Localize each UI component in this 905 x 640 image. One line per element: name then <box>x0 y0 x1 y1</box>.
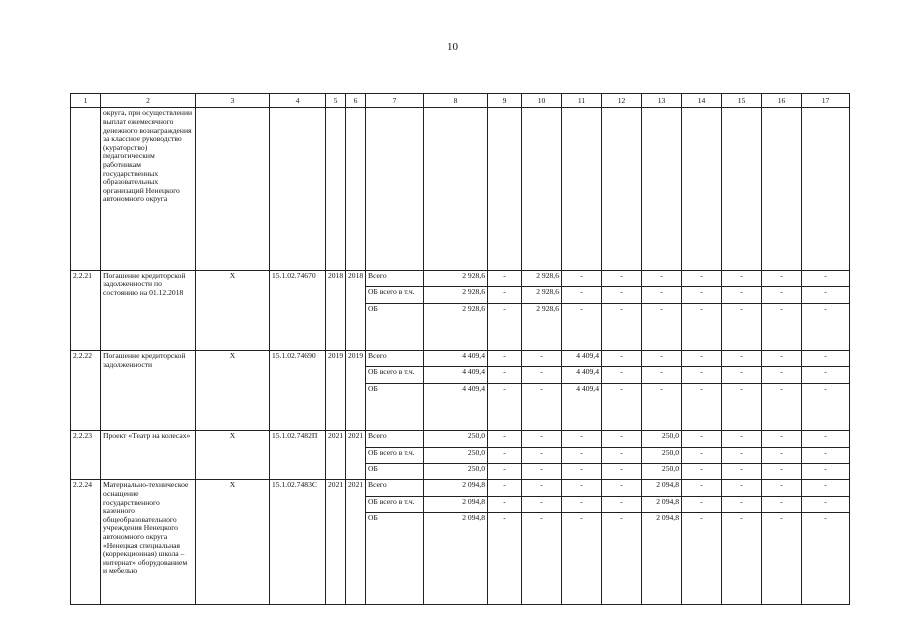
header-cell: 14 <box>682 94 722 108</box>
amount-cell: 2 094,8 <box>642 513 682 605</box>
cell <box>722 108 762 270</box>
item-name: Погашение кредиторской задолженности по состоянию на 01.12.2018 <box>101 270 196 350</box>
amount-cell: 2 094,8 <box>642 480 682 496</box>
amount-cell: 4 409,4 <box>424 367 488 383</box>
amount-cell: - <box>722 367 762 383</box>
amount-cell: - <box>488 303 522 350</box>
cell <box>366 108 424 270</box>
amount-cell: - <box>602 287 642 303</box>
amount-cell: - <box>762 464 802 480</box>
amount-cell: - <box>762 270 802 286</box>
page-number: 10 <box>447 41 458 53</box>
amount-cell: - <box>762 303 802 350</box>
amount-cell: - <box>602 350 642 366</box>
header-cell: 13 <box>642 94 682 108</box>
amount-cell: 250,0 <box>424 431 488 447</box>
funding-source: ОБ <box>366 513 424 605</box>
amount-cell: - <box>762 383 802 430</box>
cell <box>346 108 366 270</box>
funding-source: ОБ <box>366 383 424 430</box>
cell <box>71 108 101 270</box>
cell <box>488 108 522 270</box>
amount-cell: - <box>488 367 522 383</box>
amount-cell: - <box>562 287 602 303</box>
amount-cell: - <box>722 447 762 463</box>
amount-cell: - <box>642 270 682 286</box>
header-cell: 16 <box>762 94 802 108</box>
header-cell: 10 <box>522 94 562 108</box>
item-end-year: 2019 <box>346 350 366 430</box>
amount-cell: - <box>802 496 850 512</box>
amount-cell: - <box>722 496 762 512</box>
cell <box>562 108 602 270</box>
amount-cell: - <box>722 350 762 366</box>
amount-cell: 4 409,4 <box>562 367 602 383</box>
amount-cell: - <box>802 287 850 303</box>
amount-cell: - <box>602 383 642 430</box>
program-row <box>71 480 850 496</box>
item-code: 15.1.02.74670 <box>270 270 326 350</box>
item-col3: Х <box>196 270 270 350</box>
amount-cell: - <box>522 480 562 496</box>
item-number: 2.2.22 <box>71 350 101 430</box>
amount-cell: - <box>802 383 850 430</box>
cell <box>326 108 346 270</box>
amount-cell: - <box>488 431 522 447</box>
amount-cell: - <box>762 350 802 366</box>
item-name: Погашение кредиторской задолженности <box>101 350 196 430</box>
amount-cell: - <box>562 496 602 512</box>
amount-cell: - <box>682 480 722 496</box>
program-row <box>71 350 850 366</box>
funding-source: ОБ всего в т.ч. <box>366 287 424 303</box>
amount-cell: - <box>642 303 682 350</box>
amount-cell: - <box>522 431 562 447</box>
amount-cell: - <box>602 496 642 512</box>
header-cell: 6 <box>346 94 366 108</box>
amount-cell: - <box>488 496 522 512</box>
funding-source: ОБ всего в т.ч. <box>366 496 424 512</box>
amount-cell: - <box>488 270 522 286</box>
funding-source: Всего <box>366 350 424 366</box>
amount-cell: 2 928,6 <box>522 303 562 350</box>
amount-cell: - <box>762 287 802 303</box>
amount-cell: - <box>488 447 522 463</box>
funding-source: ОБ <box>366 464 424 480</box>
amount-cell: - <box>682 464 722 480</box>
amount-cell: 2 094,8 <box>424 480 488 496</box>
amount-cell: - <box>562 431 602 447</box>
amount-cell: - <box>802 367 850 383</box>
amount-cell: - <box>488 464 522 480</box>
amount-cell: - <box>562 513 602 605</box>
amount-cell: - <box>802 303 850 350</box>
amount-cell: - <box>762 447 802 463</box>
item-number: 2.2.21 <box>71 270 101 350</box>
amount-cell: - <box>562 464 602 480</box>
amount-cell: - <box>802 447 850 463</box>
item-end-year: 2021 <box>346 431 366 480</box>
header-cell: 5 <box>326 94 346 108</box>
amount-cell: - <box>722 513 762 605</box>
amount-cell: - <box>602 480 642 496</box>
funding-source: Всего <box>366 480 424 496</box>
amount-cell: - <box>602 464 642 480</box>
cell <box>682 108 722 270</box>
amount-cell: - <box>522 513 562 605</box>
amount-cell: - <box>642 367 682 383</box>
amount-cell: - <box>762 431 802 447</box>
amount-cell: - <box>642 383 682 430</box>
amount-cell: - <box>522 447 562 463</box>
amount-cell: - <box>682 270 722 286</box>
cell <box>602 108 642 270</box>
amount-cell: - <box>722 383 762 430</box>
item-start-year: 2019 <box>326 350 346 430</box>
header-cell: 3 <box>196 94 270 108</box>
amount-cell: - <box>602 367 642 383</box>
amount-cell: - <box>682 383 722 430</box>
item-end-year: 2018 <box>346 270 366 350</box>
item-number: 2.2.23 <box>71 431 101 480</box>
item-code: 15.1.02.74690 <box>270 350 326 430</box>
header-cell: 7 <box>366 94 424 108</box>
amount-cell: - <box>602 270 642 286</box>
amount-cell: - <box>562 270 602 286</box>
program-row <box>71 270 850 286</box>
item-start-year: 2021 <box>326 480 346 605</box>
item-number: 2.2.24 <box>71 480 101 605</box>
amount-cell: 250,0 <box>642 464 682 480</box>
cell <box>762 108 802 270</box>
continuation-row <box>71 108 850 270</box>
amount-cell: - <box>682 350 722 366</box>
item-code: 15.1.02.7483С <box>270 480 326 605</box>
item-col3: Х <box>196 480 270 605</box>
amount-cell: - <box>488 287 522 303</box>
amount-cell: - <box>802 464 850 480</box>
item-col3: Х <box>196 350 270 430</box>
amount-cell: - <box>522 350 562 366</box>
header-row <box>71 94 850 108</box>
amount-cell: - <box>602 513 642 605</box>
amount-cell: - <box>602 447 642 463</box>
amount-cell: - <box>642 287 682 303</box>
funding-source: ОБ <box>366 303 424 350</box>
header-cell: 12 <box>602 94 642 108</box>
budget-table <box>70 93 850 605</box>
amount-cell: - <box>802 513 850 605</box>
amount-cell: 2 928,6 <box>424 303 488 350</box>
amount-cell: - <box>488 383 522 430</box>
amount-cell: - <box>802 270 850 286</box>
amount-cell: 4 409,4 <box>424 383 488 430</box>
funding-source: Всего <box>366 270 424 286</box>
amount-cell: - <box>562 480 602 496</box>
amount-cell: - <box>522 367 562 383</box>
amount-cell: - <box>522 383 562 430</box>
amount-cell: - <box>682 447 722 463</box>
amount-cell: - <box>722 431 762 447</box>
amount-cell: - <box>682 496 722 512</box>
amount-cell: - <box>762 367 802 383</box>
funding-source: ОБ всего в т.ч. <box>366 367 424 383</box>
amount-cell: - <box>522 464 562 480</box>
amount-cell: - <box>522 496 562 512</box>
amount-cell: - <box>682 367 722 383</box>
cell <box>270 108 326 270</box>
amount-cell: 2 928,6 <box>522 287 562 303</box>
continuation-text: округа, при осуществлении выплат ежемесячного денежного вознаграждения за классное руководство (кураторство) педагогическим работникам государственных образовательных организаций Ненецкого автономного округа <box>101 108 196 270</box>
item-code: 15.1.02.7482П <box>270 431 326 480</box>
amount-cell: 2 094,8 <box>424 496 488 512</box>
amount-cell: 2 928,6 <box>424 287 488 303</box>
header-cell: 1 <box>71 94 101 108</box>
item-name: Проект «Театр на колесах» <box>101 431 196 480</box>
amount-cell: - <box>722 287 762 303</box>
item-start-year: 2021 <box>326 431 346 480</box>
amount-cell: 4 409,4 <box>562 383 602 430</box>
amount-cell: - <box>562 447 602 463</box>
amount-cell: - <box>562 303 602 350</box>
header-cell: 11 <box>562 94 602 108</box>
funding-source: Всего <box>366 431 424 447</box>
cell <box>522 108 562 270</box>
amount-cell: - <box>602 303 642 350</box>
amount-cell: - <box>722 464 762 480</box>
amount-cell: 2 094,8 <box>424 513 488 605</box>
amount-cell: - <box>762 480 802 496</box>
amount-cell: 4 409,4 <box>424 350 488 366</box>
amount-cell: 250,0 <box>642 447 682 463</box>
amount-cell: - <box>802 431 850 447</box>
amount-cell: - <box>802 350 850 366</box>
program-row <box>71 431 850 447</box>
item-col3: Х <box>196 431 270 480</box>
amount-cell: - <box>682 431 722 447</box>
header-cell: 8 <box>424 94 488 108</box>
amount-cell: 4 409,4 <box>562 350 602 366</box>
cell <box>196 108 270 270</box>
amount-cell: 250,0 <box>642 431 682 447</box>
item-name: Материально-техническое оснащение государственного казенного общеобразовательного учреждения Ненецкого автономного округа «Ненецкая специальная (коррекционная) школа – интернат» оборудованием и мебелью <box>101 480 196 605</box>
header-cell: 2 <box>101 94 196 108</box>
item-end-year: 2021 <box>346 480 366 605</box>
amount-cell: - <box>722 303 762 350</box>
amount-cell: 250,0 <box>424 464 488 480</box>
amount-cell: - <box>682 287 722 303</box>
header-cell: 9 <box>488 94 522 108</box>
amount-cell: - <box>682 513 722 605</box>
amount-cell: - <box>802 480 850 496</box>
amount-cell: 2 928,6 <box>522 270 562 286</box>
amount-cell: 250,0 <box>424 447 488 463</box>
cell <box>802 108 850 270</box>
funding-source: ОБ всего в т.ч. <box>366 447 424 463</box>
amount-cell: 2 094,8 <box>642 496 682 512</box>
amount-cell: - <box>488 480 522 496</box>
header-cell: 15 <box>722 94 762 108</box>
amount-cell: - <box>762 513 802 605</box>
amount-cell: - <box>762 496 802 512</box>
amount-cell: - <box>722 270 762 286</box>
amount-cell: - <box>722 480 762 496</box>
header-cell: 17 <box>802 94 850 108</box>
amount-cell: - <box>602 431 642 447</box>
amount-cell: - <box>488 513 522 605</box>
amount-cell: - <box>642 350 682 366</box>
cell <box>424 108 488 270</box>
cell <box>642 108 682 270</box>
header-cell: 4 <box>270 94 326 108</box>
amount-cell: 2 928,6 <box>424 270 488 286</box>
item-start-year: 2018 <box>326 270 346 350</box>
amount-cell: - <box>488 350 522 366</box>
amount-cell: - <box>682 303 722 350</box>
